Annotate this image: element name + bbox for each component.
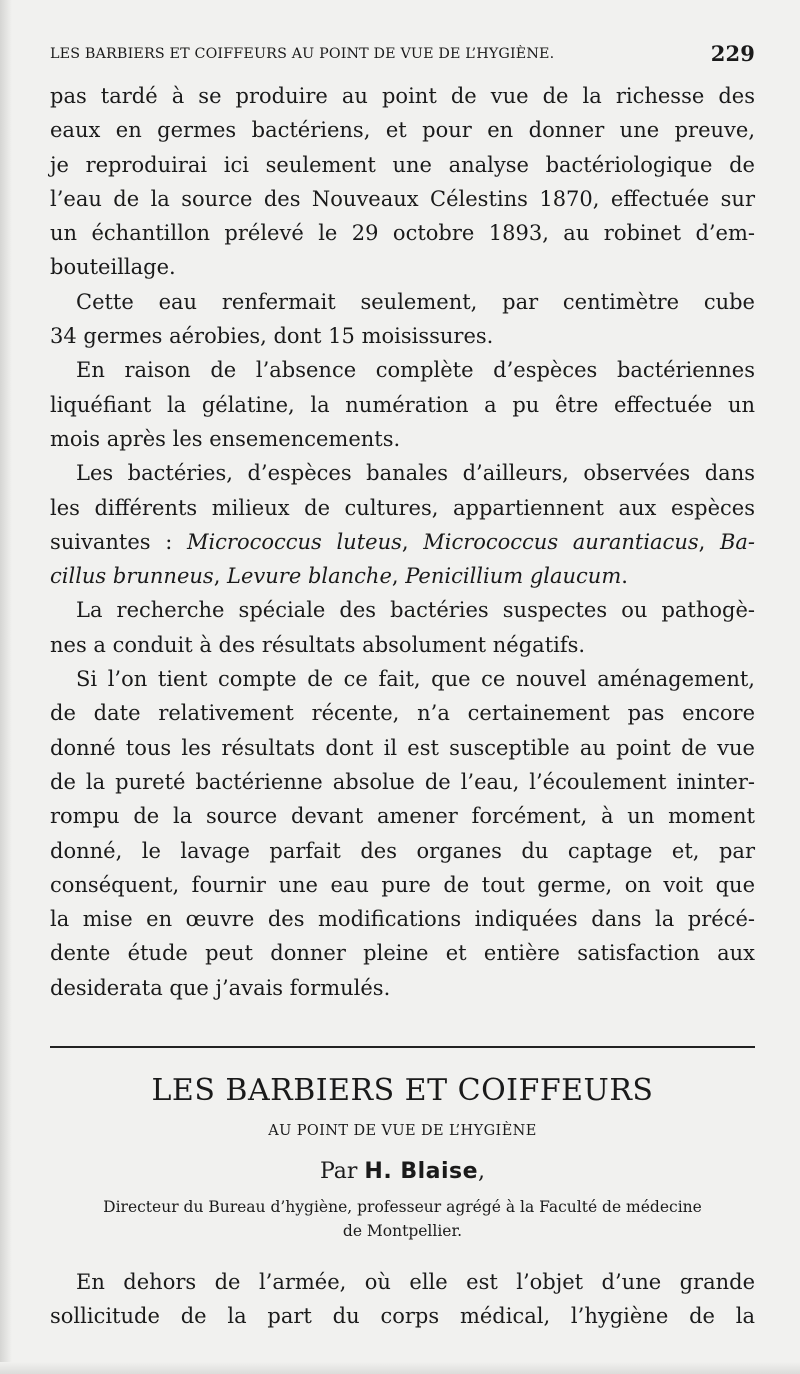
text-line: La recherche spéciale des bactéries suspectes ou pathogè-	[76, 598, 755, 623]
text-line: conséquent, fournir une eau pure de tout germe, on voit que	[50, 872, 755, 897]
text-line: Cette eau renfermait seulement, par centimètre cube	[76, 289, 755, 314]
species-name: Micrococcus aurantiacus	[423, 529, 699, 554]
text-line: dente étude peut donner pleine et entière satisfaction aux	[50, 941, 755, 966]
text-line: nes a conduit à des résultats absolument négatifs.	[50, 632, 586, 657]
section-divider	[50, 1046, 755, 1048]
text-line: En raison de l’absence complète d’espèces bactériennes	[76, 358, 755, 383]
article-byline	[50, 1159, 755, 1184]
species-name: cillus brunneus	[50, 564, 214, 589]
species-intro: suivantes :	[50, 529, 187, 554]
text-line: un échantillon prélevé le 29 octobre 1893, au robinet d’em-	[50, 221, 755, 246]
page-shadow-left	[0, 0, 12, 1374]
author-affiliation: de Montpellier.	[342, 1222, 463, 1240]
article-subtitle: AU POINT DE VUE DE L’HYGIÈNE	[268, 1123, 537, 1139]
text-line: rompu de la source devant amener forcément, à un moment	[50, 804, 755, 829]
species-name: Ba-	[719, 529, 756, 554]
text-line: la mise en œuvre des modifications indiquées dans la précé-	[50, 907, 755, 932]
text-line: 34 germes aérobies, dont 15 moisissures.	[50, 324, 494, 349]
text-line: Si l’on tient compte de ce fait, que ce nouvel aménagement,	[76, 667, 755, 692]
species-line-1	[50, 525, 755, 559]
species-name: Micrococcus luteus	[186, 529, 402, 554]
running-title: LES BARBIERS ET COIFFEURS AU POINT DE VUE DE L’HYGIÈNE.	[50, 46, 555, 62]
byline-suffix: ,	[478, 1159, 486, 1184]
author-affiliation: Directeur du Bureau d’hygiène, professeur agrégé à la Faculté de médecine	[103, 1198, 702, 1216]
text-line: donné, le lavage parfait des organes du captage et, par	[50, 838, 755, 863]
text-line: bouteillage.	[50, 255, 176, 280]
text-line: Les bactéries, d’espèces banales d’ailleurs, observées dans	[76, 461, 755, 486]
text-line: l’eau de la source des Nouveaux Célestins 1870, effectuée sur	[50, 186, 755, 211]
text-line: de la pureté bactérienne absolue de l’eau, l’écoulement ininter-	[50, 769, 755, 794]
text-line: de date relativement récente, n’a certainement pas encore	[50, 701, 755, 726]
previous-article-text	[50, 79, 755, 1005]
page-shadow-bottom	[0, 1362, 800, 1374]
text-line: je reproduirai ici seulement une analyse bactériologique de	[50, 152, 755, 177]
text-line: donné tous les résultats dont il est susceptible au point de vue	[50, 735, 755, 760]
text-line: pas tardé à se produire au point de vue de la richesse des	[50, 84, 755, 108]
text-line: mois après les ensemencements.	[50, 426, 401, 451]
byline-prefix: Par	[319, 1159, 365, 1184]
separator: .	[621, 564, 628, 589]
article-opening-text	[50, 1265, 755, 1334]
article-title: LES BARBIERS ET COIFFEURS	[151, 1073, 654, 1108]
text-line: les différents milieux de cultures, appartiennent aux espèces	[50, 495, 755, 520]
text-line: desiderata que j’avais formulés.	[50, 975, 391, 1000]
separator: ,	[213, 564, 228, 589]
page-number: 229	[710, 41, 755, 66]
text-line: sollicitude de la part du corps médical, l’hygiène de la	[50, 1304, 755, 1329]
species-name: Penicillium glaucum	[405, 564, 622, 589]
separator: ,	[698, 529, 720, 554]
species-name: Levure blanche	[227, 564, 392, 589]
running-header	[50, 41, 755, 72]
separator: ,	[391, 564, 406, 589]
author-name: H. Blaise	[364, 1159, 479, 1184]
text-line: En dehors de l’armée, où elle est l’objet d’une grande	[76, 1270, 755, 1294]
text-line: liquéfiant la gélatine, la numération a pu être effectuée un	[50, 392, 755, 417]
text-line: eaux en germes bactériens, et pour en donner une preuve,	[50, 118, 755, 143]
separator: ,	[401, 529, 424, 554]
species-line-2	[50, 559, 755, 593]
